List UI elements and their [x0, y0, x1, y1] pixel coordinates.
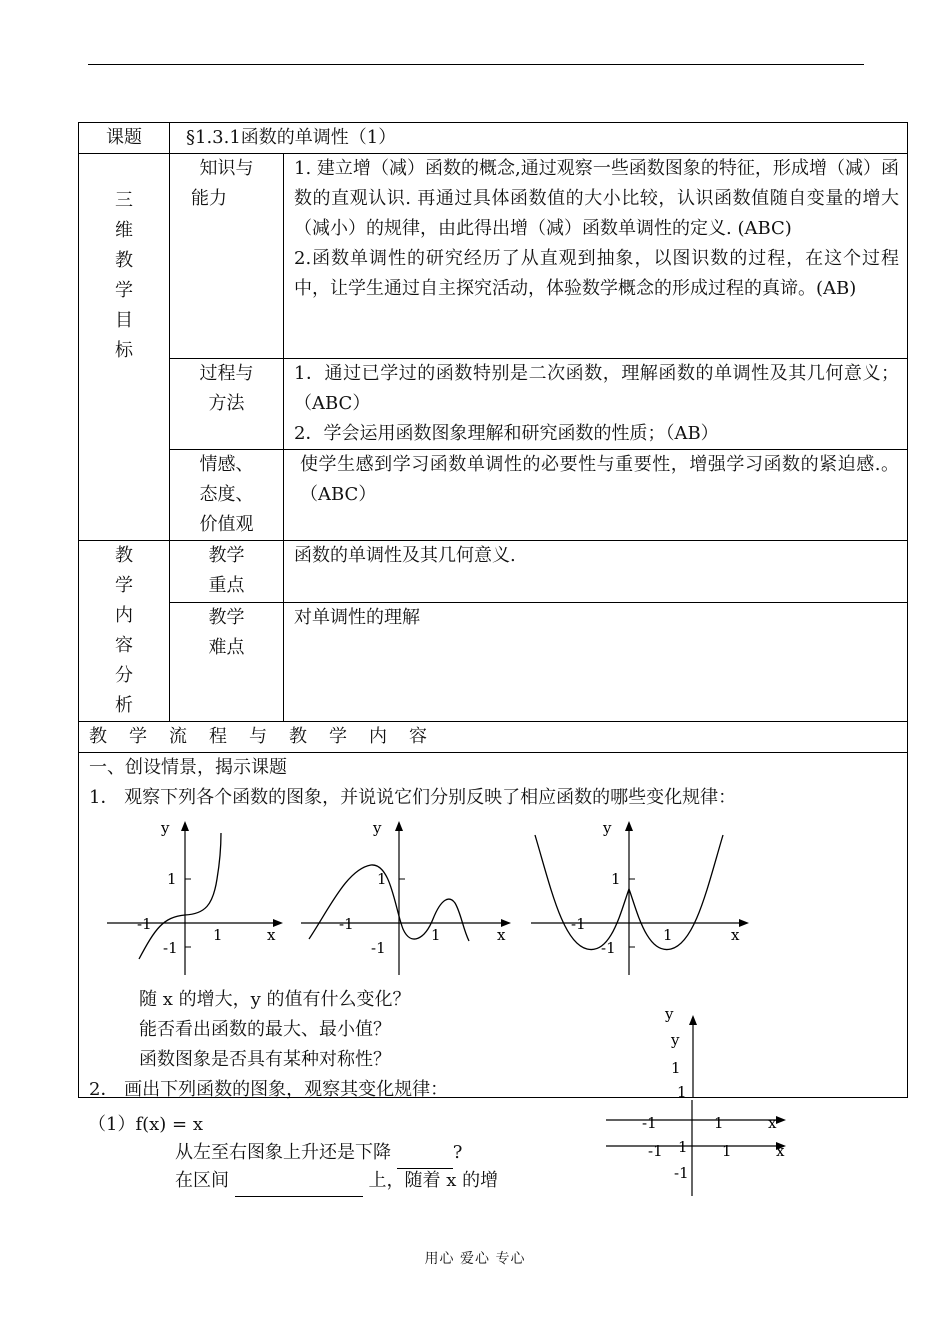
analysis-label	[79, 541, 170, 722]
course-title: §1.3.1函数的单调性（1）	[170, 123, 908, 154]
graph-label-neg-one: -1	[648, 1142, 663, 1160]
objectives-char: 教	[115, 250, 133, 271]
sub-item-1-question-2	[175, 1166, 498, 1197]
graph-label-neg-one: -1	[571, 915, 586, 933]
difficulty-content: 对单调性的理解	[284, 602, 908, 721]
graph-label-one: 1	[663, 926, 673, 944]
answer-blank[interactable]	[397, 1138, 453, 1169]
graph-label-neg-one: -1	[137, 915, 152, 933]
sub-item-1-question-1	[175, 1138, 462, 1169]
objectives-char: 维	[115, 220, 133, 241]
process-content	[284, 359, 908, 450]
graph-label-one: 1	[714, 1114, 724, 1132]
item-1: 1． 观察下列各个函数的图象，并说说它们分别反映了相应函数的哪些变化规律：	[89, 787, 737, 808]
graph-label-x: x	[776, 1142, 785, 1160]
item-2: 2． 画出下列函数的图象，观察其变化规律：	[89, 1079, 449, 1100]
graph-w-shape	[529, 819, 759, 979]
key-point-label	[170, 541, 284, 603]
emotion-label-line: 情感、	[199, 454, 254, 475]
analysis-char: 析	[115, 695, 133, 716]
graph-label-x: x	[731, 926, 740, 944]
difficulty-label-line: 教学	[208, 606, 245, 628]
objectives-char: 目	[115, 310, 133, 331]
page-footer: 用心 爱心 专心	[424, 1251, 526, 1267]
graph-label-neg-one: -1	[339, 915, 354, 933]
objectives-char: 标	[115, 340, 133, 361]
graph-label-y: y	[161, 819, 170, 837]
question: 随 x 的增大，y 的值有什么变化？	[139, 989, 411, 1010]
graph-cubic	[105, 819, 285, 979]
emotion-paragraph: 使学生感到学习函数单调性的必要性与重要性，增强学习函数的紧迫感.。（ABC）	[300, 454, 900, 505]
section-title: 一、创设情景，揭示课题	[89, 757, 287, 778]
question-text: 上，随着 x 的增	[368, 1170, 499, 1191]
knowledge-paragraph: 2.函数单调性的研究经历了从直观到抽象，以图识数的过程，在这个过程中，让学生通过自主探究活动，体验数学概念的形成过程的真谛。(AB)	[294, 248, 900, 299]
question-text: ?	[452, 1142, 463, 1163]
knowledge-label-line: 能力	[191, 188, 227, 209]
graph-label-x: x	[497, 926, 506, 944]
objectives-char: 学	[115, 280, 133, 301]
emotion-content	[284, 450, 908, 541]
question: 函数图象是否具有某种对称性？	[139, 1049, 391, 1070]
graph-label-y: y	[603, 819, 612, 837]
answer-blank[interactable]	[235, 1166, 363, 1197]
objectives-char: 三	[115, 190, 133, 211]
graph-label-y: y	[665, 1009, 674, 1023]
process-label	[170, 359, 284, 450]
graph-label-neg-one: -1	[371, 939, 386, 957]
graph-label-y: y	[671, 1031, 680, 1049]
graph-label-one: 1	[611, 870, 621, 888]
graph-label-one: 1	[377, 870, 387, 888]
process-label-line: 方法	[208, 393, 245, 414]
knowledge-label	[170, 154, 284, 359]
graph-wave	[299, 819, 519, 979]
course-label: 课题	[79, 123, 170, 154]
graph-label-y: y	[373, 819, 382, 837]
question-text: 在区间	[175, 1170, 229, 1191]
graph-label-one: 1	[431, 926, 441, 944]
analysis-char: 容	[115, 635, 133, 656]
graph-label-neg-one: -1	[163, 939, 178, 957]
graph-label-neg-one: -1	[642, 1114, 657, 1132]
process-paragraph: 2．学会运用函数图象理解和研究函数的性质；（AB）	[294, 423, 719, 444]
graph-label-one: 1	[722, 1142, 732, 1160]
graph-blank-axes-lower	[604, 1100, 804, 1200]
lesson-plan-table	[78, 122, 908, 1098]
flow-heading: 教学流程与教学内容	[79, 722, 908, 753]
emotion-label-line: 价值观	[199, 514, 254, 535]
graph-label-one: 1	[167, 870, 177, 888]
graph-label-x: x	[267, 926, 276, 944]
key-point-label-line: 教学	[208, 545, 245, 566]
graph-label-neg-one: -1	[601, 939, 616, 957]
knowledge-content	[284, 154, 908, 359]
key-point-content: 函数的单调性及其几何意义.	[284, 541, 908, 603]
process-paragraph: 1．通过已学过的函数特别是二次函数，理解函数的单调性及其几何意义；（ABC）	[294, 363, 900, 414]
process-label-line: 过程与	[199, 363, 254, 384]
emotion-label	[170, 450, 284, 541]
objectives-label	[79, 154, 170, 541]
knowledge-paragraph: 1. 建立增（减）函数的概念,通过观察一些函数图象的特征，形成增（减）函数的直观认识. 再通过具体函数值的大小比较，认识函数值随自变量的增大（减小）的规律，由此得出增（减）函数单调性的定义. (ABC)	[294, 158, 900, 239]
graph-label-x: x	[768, 1114, 777, 1132]
analysis-char: 分	[115, 665, 133, 686]
graph-label-one: 1	[671, 1059, 681, 1077]
emotion-label-line: 态度、	[199, 484, 254, 505]
analysis-char: 教	[115, 545, 133, 566]
question: 能否看出函数的最大、最小值？	[139, 1019, 391, 1040]
analysis-char: 学	[115, 575, 133, 596]
graph-label-one: 1	[677, 1083, 687, 1097]
graph-label-one: 1	[678, 1138, 688, 1156]
header-rule	[88, 64, 864, 65]
graph-blank-axes	[605, 1009, 805, 1097]
key-point-label-line: 重点	[208, 575, 245, 596]
graph-label-neg-one: -1	[674, 1164, 689, 1182]
difficulty-label-line: 难点	[208, 636, 245, 658]
difficulty-label	[170, 602, 284, 721]
flow-content	[79, 753, 908, 1098]
knowledge-label-line: 知识与	[199, 158, 254, 179]
analysis-char: 内	[115, 605, 133, 626]
sub-item-1: （1）f(x) = x	[88, 1114, 203, 1135]
graph-label-one: 1	[213, 926, 223, 944]
question-text: 从左至右图象上升还是下降	[175, 1142, 391, 1163]
